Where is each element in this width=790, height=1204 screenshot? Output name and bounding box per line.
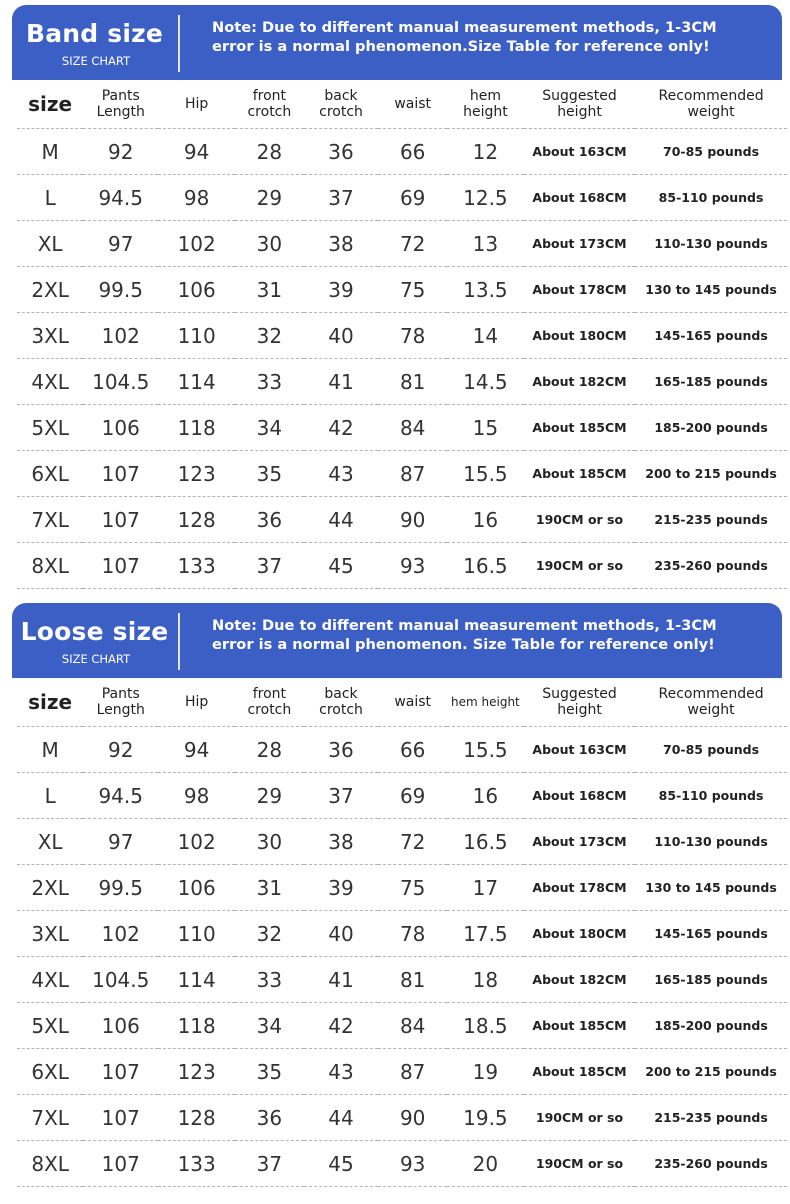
cell-waist: 93	[378, 1141, 446, 1187]
table-row	[17, 1141, 787, 1187]
cell-waist: 75	[378, 865, 446, 911]
cell-hip: 94	[158, 727, 235, 773]
cell-front-crotch: 32	[235, 911, 303, 957]
cell-size: 4XL	[17, 957, 83, 1003]
cell-front-crotch: 30	[235, 819, 303, 865]
cell-waist: 87	[378, 1049, 446, 1095]
table-row	[17, 957, 787, 1003]
cell-front-crotch: 32	[235, 313, 303, 359]
header-back-crotch: back crotch	[304, 678, 379, 727]
cell-hip: 110	[158, 911, 235, 957]
cell-pants-length: 106	[83, 405, 158, 451]
header-front-crotch: front crotch	[235, 678, 303, 727]
cell-size: 8XL	[17, 1141, 83, 1187]
cell-suggested-height: About 178CM	[524, 267, 635, 313]
cell-recommended-weight: 165-185 pounds	[635, 359, 787, 405]
loose-size-title: Loose size	[20, 617, 169, 646]
table-row	[17, 911, 787, 957]
cell-back-crotch: 45	[304, 543, 379, 589]
banner-divider	[178, 613, 180, 670]
header-suggested-height: Suggested height	[524, 80, 635, 129]
cell-pants-length: 102	[83, 911, 158, 957]
cell-pants-length: 92	[83, 129, 158, 175]
loose-size-table	[17, 678, 787, 1187]
cell-waist: 69	[378, 175, 446, 221]
cell-recommended-weight: 110-130 pounds	[635, 221, 787, 267]
band-size-table	[17, 80, 787, 589]
loose-size-note: Note: Due to different manual measurement methods, 1-3CM error is a normal phenomenon. Size Table for reference only!	[212, 617, 717, 653]
cell-back-crotch: 40	[304, 313, 379, 359]
cell-pants-length: 97	[83, 221, 158, 267]
cell-recommended-weight: 70-85 pounds	[635, 727, 787, 773]
cell-waist: 66	[378, 727, 446, 773]
cell-pants-length: 104.5	[83, 957, 158, 1003]
cell-back-crotch: 37	[304, 773, 379, 819]
cell-front-crotch: 30	[235, 221, 303, 267]
cell-back-crotch: 41	[304, 957, 379, 1003]
header-front-crotch: front crotch	[235, 80, 303, 129]
band-size-chart	[12, 5, 782, 589]
cell-pants-length: 107	[83, 543, 158, 589]
cell-back-crotch: 44	[304, 497, 379, 543]
cell-pants-length: 107	[83, 1141, 158, 1187]
table-header-row	[17, 678, 787, 727]
cell-hip: 118	[158, 405, 235, 451]
table-row	[17, 129, 787, 175]
cell-suggested-height: About 182CM	[524, 957, 635, 1003]
cell-size: M	[17, 129, 83, 175]
header-back-crotch: back crotch	[304, 80, 379, 129]
cell-hem-height: 15	[447, 405, 524, 451]
cell-hip: 133	[158, 543, 235, 589]
cell-front-crotch: 34	[235, 1003, 303, 1049]
cell-front-crotch: 28	[235, 129, 303, 175]
cell-front-crotch: 31	[235, 865, 303, 911]
cell-recommended-weight: 235-260 pounds	[635, 1141, 787, 1187]
cell-size: 6XL	[17, 1049, 83, 1095]
cell-front-crotch: 33	[235, 957, 303, 1003]
table-row	[17, 773, 787, 819]
cell-waist: 75	[378, 267, 446, 313]
cell-suggested-height: About 180CM	[524, 313, 635, 359]
cell-pants-length: 97	[83, 819, 158, 865]
header-pants-length: Pants Length	[83, 80, 158, 129]
header-size: size	[17, 80, 83, 129]
cell-waist: 87	[378, 451, 446, 497]
cell-suggested-height: About 173CM	[524, 221, 635, 267]
cell-size: 3XL	[17, 313, 83, 359]
cell-waist: 66	[378, 129, 446, 175]
cell-size: 8XL	[17, 543, 83, 589]
cell-front-crotch: 37	[235, 1141, 303, 1187]
band-size-note: Note: Due to different manual measurement methods, 1-3CM error is a normal phenomenon.Size Table for reference only!	[212, 19, 717, 55]
cell-waist: 90	[378, 1095, 446, 1141]
cell-recommended-weight: 215-235 pounds	[635, 1095, 787, 1141]
cell-size: 6XL	[17, 451, 83, 497]
cell-suggested-height: About 168CM	[524, 175, 635, 221]
cell-suggested-height: About 185CM	[524, 451, 635, 497]
cell-pants-length: 94.5	[83, 773, 158, 819]
cell-recommended-weight: 85-110 pounds	[635, 175, 787, 221]
table-row	[17, 313, 787, 359]
cell-hip: 102	[158, 221, 235, 267]
cell-recommended-weight: 145-165 pounds	[635, 313, 787, 359]
cell-waist: 93	[378, 543, 446, 589]
cell-hem-height: 19	[447, 1049, 524, 1095]
cell-waist: 84	[378, 405, 446, 451]
cell-waist: 81	[378, 359, 446, 405]
table-row	[17, 267, 787, 313]
cell-hem-height: 13	[447, 221, 524, 267]
header-waist: waist	[378, 678, 446, 727]
cell-hem-height: 15.5	[447, 727, 524, 773]
cell-suggested-height: About 163CM	[524, 727, 635, 773]
cell-size: XL	[17, 221, 83, 267]
cell-recommended-weight: 110-130 pounds	[635, 819, 787, 865]
cell-waist: 72	[378, 221, 446, 267]
cell-front-crotch: 35	[235, 451, 303, 497]
cell-pants-length: 107	[83, 497, 158, 543]
cell-hem-height: 14	[447, 313, 524, 359]
cell-suggested-height: About 173CM	[524, 819, 635, 865]
cell-waist: 81	[378, 957, 446, 1003]
cell-size: XL	[17, 819, 83, 865]
cell-back-crotch: 36	[304, 129, 379, 175]
band-size-subtitle: SIZE CHART	[61, 54, 131, 68]
cell-waist: 90	[378, 497, 446, 543]
cell-waist: 69	[378, 773, 446, 819]
table-row	[17, 819, 787, 865]
header-waist: waist	[378, 80, 446, 129]
header-recommended-weight: Recommended weight	[635, 678, 787, 727]
cell-hip: 118	[158, 1003, 235, 1049]
cell-back-crotch: 44	[304, 1095, 379, 1141]
cell-size: 5XL	[17, 405, 83, 451]
cell-front-crotch: 36	[235, 497, 303, 543]
cell-hem-height: 12	[447, 129, 524, 175]
banner-divider	[178, 15, 180, 72]
cell-size: 4XL	[17, 359, 83, 405]
cell-size: L	[17, 773, 83, 819]
cell-suggested-height: About 185CM	[524, 1049, 635, 1095]
cell-front-crotch: 34	[235, 405, 303, 451]
table-row	[17, 175, 787, 221]
loose-size-chart	[12, 603, 782, 1187]
cell-recommended-weight: 235-260 pounds	[635, 543, 787, 589]
cell-recommended-weight: 130 to 145 pounds	[635, 267, 787, 313]
cell-suggested-height: About 185CM	[524, 1003, 635, 1049]
cell-recommended-weight: 200 to 215 pounds	[635, 1049, 787, 1095]
cell-hip: 106	[158, 865, 235, 911]
cell-hip: 123	[158, 451, 235, 497]
cell-front-crotch: 28	[235, 727, 303, 773]
cell-pants-length: 102	[83, 313, 158, 359]
cell-hip: 94	[158, 129, 235, 175]
cell-hip: 98	[158, 773, 235, 819]
cell-hip: 110	[158, 313, 235, 359]
cell-size: 3XL	[17, 911, 83, 957]
cell-recommended-weight: 215-235 pounds	[635, 497, 787, 543]
cell-recommended-weight: 200 to 215 pounds	[635, 451, 787, 497]
header-pants-length: Pants Length	[83, 678, 158, 727]
cell-front-crotch: 29	[235, 175, 303, 221]
cell-hem-height: 15.5	[447, 451, 524, 497]
cell-waist: 84	[378, 1003, 446, 1049]
cell-back-crotch: 38	[304, 221, 379, 267]
cell-front-crotch: 33	[235, 359, 303, 405]
cell-hip: 123	[158, 1049, 235, 1095]
cell-hip: 102	[158, 819, 235, 865]
cell-hip: 106	[158, 267, 235, 313]
table-row	[17, 1049, 787, 1095]
cell-hem-height: 19.5	[447, 1095, 524, 1141]
cell-back-crotch: 39	[304, 267, 379, 313]
cell-pants-length: 107	[83, 1049, 158, 1095]
cell-pants-length: 104.5	[83, 359, 158, 405]
table-row	[17, 359, 787, 405]
cell-hem-height: 18	[447, 957, 524, 1003]
header-hem-height: hem height	[447, 678, 524, 727]
cell-size: L	[17, 175, 83, 221]
cell-hip: 114	[158, 957, 235, 1003]
cell-pants-length: 99.5	[83, 267, 158, 313]
cell-size: M	[17, 727, 83, 773]
band-size-title: Band size	[25, 19, 164, 48]
cell-suggested-height: 190CM or so	[524, 1141, 635, 1187]
table-row	[17, 543, 787, 589]
band-size-banner	[12, 5, 782, 80]
loose-size-rows	[17, 727, 787, 1187]
cell-back-crotch: 39	[304, 865, 379, 911]
header-suggested-height: Suggested height	[524, 678, 635, 727]
cell-waist: 72	[378, 819, 446, 865]
cell-back-crotch: 45	[304, 1141, 379, 1187]
cell-pants-length: 107	[83, 1095, 158, 1141]
table-row	[17, 405, 787, 451]
cell-suggested-height: 190CM or so	[524, 1095, 635, 1141]
cell-recommended-weight: 145-165 pounds	[635, 911, 787, 957]
cell-recommended-weight: 70-85 pounds	[635, 129, 787, 175]
cell-back-crotch: 38	[304, 819, 379, 865]
cell-hem-height: 16.5	[447, 819, 524, 865]
table-row	[17, 1095, 787, 1141]
table-header-row	[17, 80, 787, 129]
table-row	[17, 727, 787, 773]
cell-hem-height: 12.5	[447, 175, 524, 221]
cell-hem-height: 13.5	[447, 267, 524, 313]
cell-hem-height: 16.5	[447, 543, 524, 589]
cell-back-crotch: 43	[304, 451, 379, 497]
cell-size: 7XL	[17, 497, 83, 543]
cell-back-crotch: 42	[304, 1003, 379, 1049]
cell-size: 2XL	[17, 865, 83, 911]
cell-pants-length: 106	[83, 1003, 158, 1049]
cell-front-crotch: 36	[235, 1095, 303, 1141]
cell-hem-height: 17	[447, 865, 524, 911]
cell-front-crotch: 37	[235, 543, 303, 589]
cell-back-crotch: 36	[304, 727, 379, 773]
loose-size-banner	[12, 603, 782, 678]
cell-back-crotch: 37	[304, 175, 379, 221]
header-size: size	[17, 678, 83, 727]
cell-suggested-height: About 178CM	[524, 865, 635, 911]
cell-suggested-height: About 168CM	[524, 773, 635, 819]
cell-hem-height: 18.5	[447, 1003, 524, 1049]
cell-back-crotch: 43	[304, 1049, 379, 1095]
cell-front-crotch: 31	[235, 267, 303, 313]
cell-hip: 98	[158, 175, 235, 221]
cell-suggested-height: About 180CM	[524, 911, 635, 957]
header-hip: Hip	[158, 80, 235, 129]
cell-hem-height: 17.5	[447, 911, 524, 957]
loose-size-subtitle: SIZE CHART	[61, 652, 131, 666]
cell-waist: 78	[378, 911, 446, 957]
table-row	[17, 1003, 787, 1049]
cell-pants-length: 99.5	[83, 865, 158, 911]
cell-hem-height: 14.5	[447, 359, 524, 405]
cell-back-crotch: 41	[304, 359, 379, 405]
cell-recommended-weight: 85-110 pounds	[635, 773, 787, 819]
cell-suggested-height: About 185CM	[524, 405, 635, 451]
cell-size: 2XL	[17, 267, 83, 313]
header-recommended-weight: Recommended weight	[635, 80, 787, 129]
table-row	[17, 497, 787, 543]
cell-pants-length: 92	[83, 727, 158, 773]
cell-size: 7XL	[17, 1095, 83, 1141]
cell-hip: 128	[158, 1095, 235, 1141]
cell-suggested-height: 190CM or so	[524, 497, 635, 543]
cell-size: 5XL	[17, 1003, 83, 1049]
header-hip: Hip	[158, 678, 235, 727]
header-hem-height: hem height	[447, 80, 524, 129]
table-row	[17, 451, 787, 497]
band-size-rows	[17, 129, 787, 589]
table-row	[17, 865, 787, 911]
cell-pants-length: 107	[83, 451, 158, 497]
table-row	[17, 221, 787, 267]
cell-hem-height: 16	[447, 773, 524, 819]
cell-pants-length: 94.5	[83, 175, 158, 221]
cell-suggested-height: About 182CM	[524, 359, 635, 405]
cell-suggested-height: 190CM or so	[524, 543, 635, 589]
cell-hip: 133	[158, 1141, 235, 1187]
cell-hem-height: 16	[447, 497, 524, 543]
cell-recommended-weight: 185-200 pounds	[635, 405, 787, 451]
cell-hip: 128	[158, 497, 235, 543]
cell-recommended-weight: 185-200 pounds	[635, 1003, 787, 1049]
cell-hip: 114	[158, 359, 235, 405]
cell-back-crotch: 42	[304, 405, 379, 451]
cell-recommended-weight: 130 to 145 pounds	[635, 865, 787, 911]
cell-hem-height: 20	[447, 1141, 524, 1187]
cell-front-crotch: 35	[235, 1049, 303, 1095]
cell-front-crotch: 29	[235, 773, 303, 819]
cell-suggested-height: About 163CM	[524, 129, 635, 175]
cell-back-crotch: 40	[304, 911, 379, 957]
cell-waist: 78	[378, 313, 446, 359]
cell-recommended-weight: 165-185 pounds	[635, 957, 787, 1003]
